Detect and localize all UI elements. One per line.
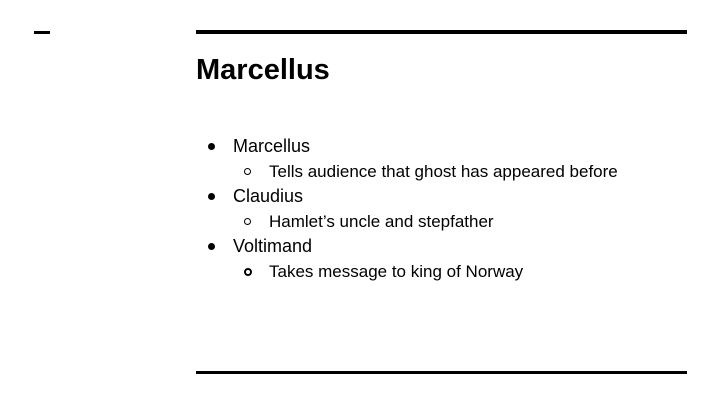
sub-bullet-item	[196, 259, 696, 284]
hollow-bullet-icon	[244, 218, 251, 225]
filled-bullet-icon	[208, 143, 215, 150]
bullet-item	[196, 234, 696, 259]
hollow-bullet-icon	[244, 268, 252, 276]
slide-title: Marcellus	[196, 54, 330, 86]
sub-bullet-label: Tells audience that ghost has appeared before	[269, 162, 618, 181]
bullet-label: Marcellus	[233, 136, 311, 156]
top-divider	[196, 30, 687, 34]
bullet-label: Claudius	[233, 186, 304, 206]
corner-dash-decoration	[34, 31, 50, 34]
filled-bullet-icon	[208, 193, 215, 200]
hollow-bullet-icon	[244, 168, 251, 175]
bottom-divider	[196, 371, 687, 374]
sub-bullet-item	[196, 209, 696, 234]
bullet-list	[196, 134, 696, 284]
sub-bullet-label: Takes message to king of Norway	[269, 262, 524, 281]
sub-bullet-item	[196, 159, 696, 184]
bullet-item	[196, 184, 696, 209]
bullet-item	[196, 134, 696, 159]
sub-bullet-label: Hamlet’s uncle and stepfather	[269, 212, 494, 231]
filled-bullet-icon	[208, 243, 215, 250]
bullet-label: Voltimand	[233, 236, 313, 256]
